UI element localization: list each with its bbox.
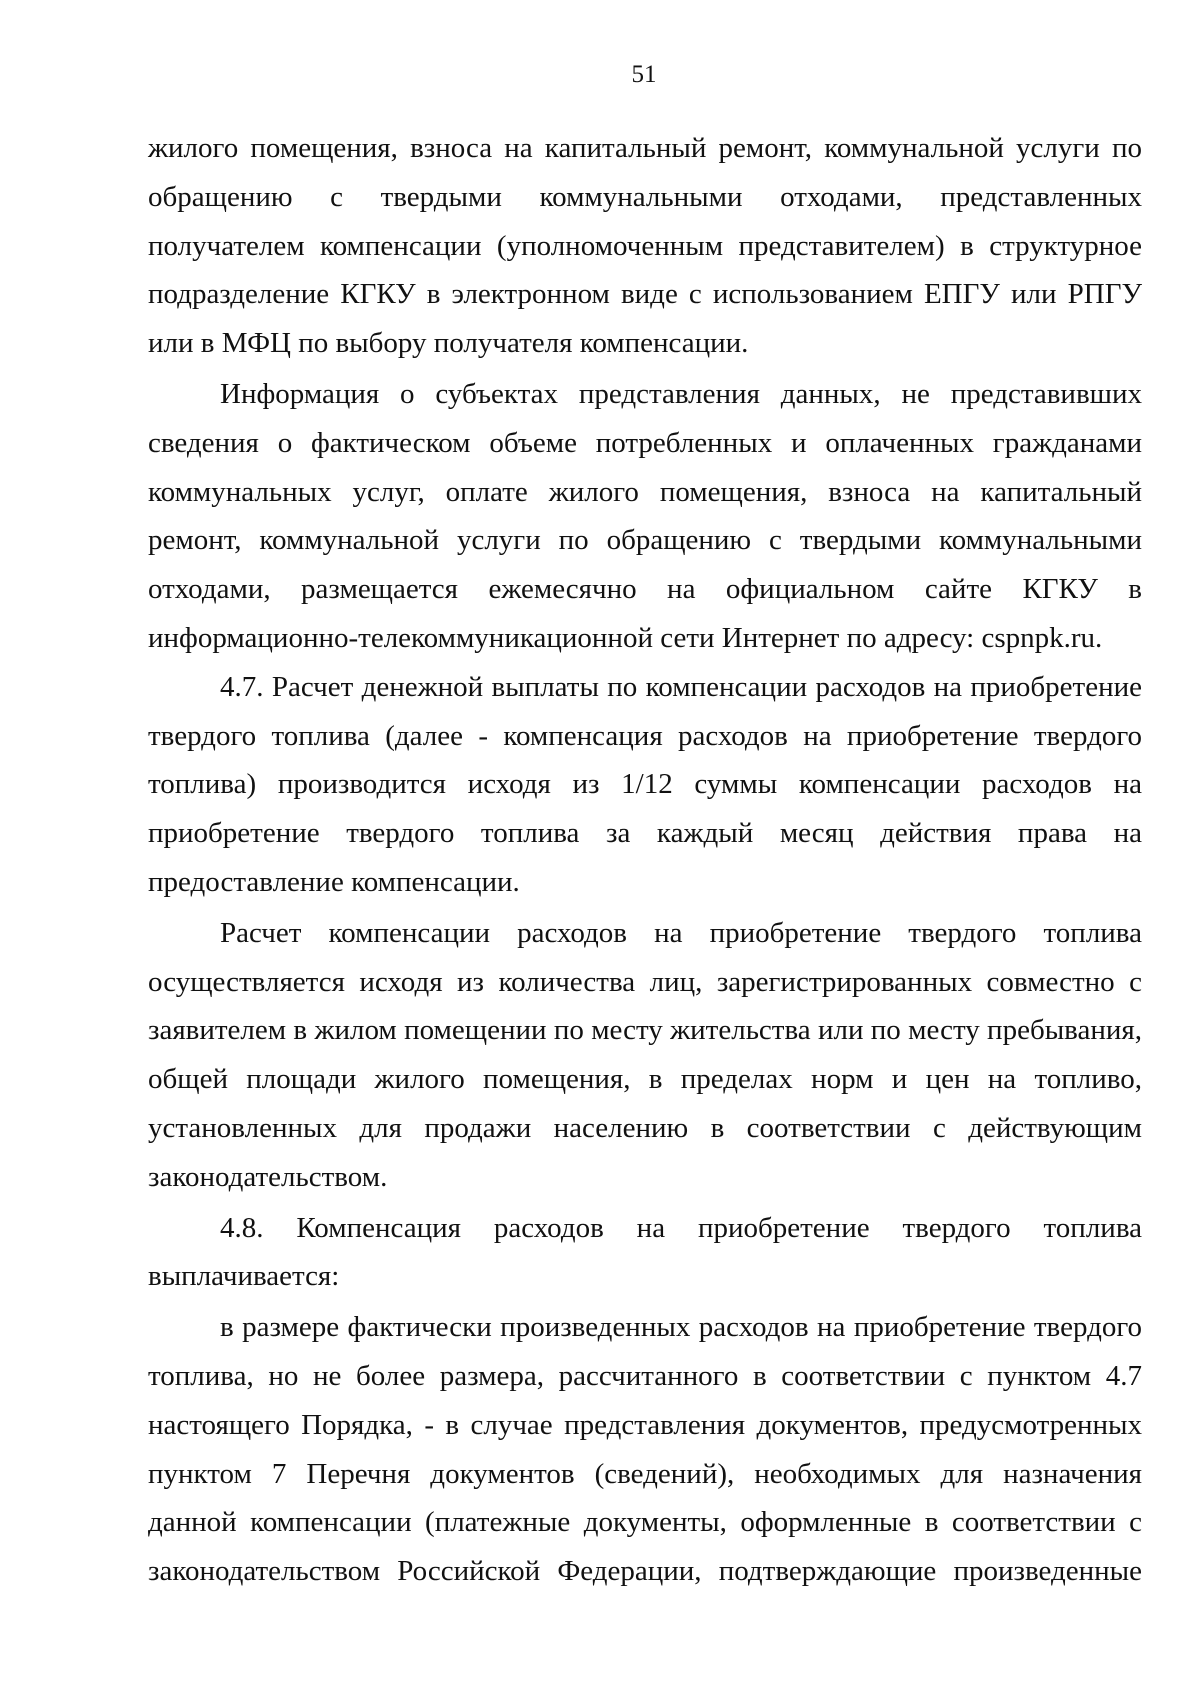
document-body bbox=[148, 124, 1142, 1596]
paragraph-fuel-calculation: Расчет компенсации расходов на приобретение твердого топлива осуществляется исходя из количества лиц, зарегистрированных совместно с заявителем в жилом помещении по месту жительства или по месту пребывания, общей площади жилого помещения, в пределах норм и цен на топливо, установленных для продажи населению в соответствии с действующим законодательством. bbox=[148, 916, 1142, 1193]
paragraph-information-publication: Информация о субъектах представления данных, не представивших сведения о фактическом объеме потребленных и оплаченных гражданами коммунальных услуг, оплате жилого помещения, взноса на капитальный ремонт, коммунальной услуги по обращению с твердыми коммунальными отходами, размещается ежемесячно на официальном сайте КГКУ в информационно-телекоммуникационной сети Интернет по адресу: cspnpk.ru. bbox=[148, 377, 1142, 654]
paragraph-actual-expenses: в размере фактически произведенных расходов на приобретение твердого топлива, но не более размера, рассчитанного в соответствии с пунктом 4.7 настоящего Порядка, - в случае представления документов, предусмотренных пунктом 7 Перечня документов (сведений), необходимых для назначения данной компенсации (платежные документы, оформленные в соответствии с законодательством Российской Федерации, подтверждающие произведенные bbox=[148, 1311, 1142, 1588]
page-number: 51 bbox=[631, 61, 657, 88]
paragraph-clause-4-7: 4.7. Расчет денежной выплаты по компенсации расходов на приобретение твердого топлива (далее - компенсация расходов на приобретение твердого топлива) производится исходя из 1/12 суммы компенсации расходов на приобретение твердого топлива за каждый месяц действия права на предоставление компенсации. bbox=[148, 670, 1142, 898]
paragraph-continuation: жилого помещения, взноса на капитальный ремонт, коммунальной услуги по обращению с твердыми коммунальными отходами, представленных получателем компенсации (уполномоченным представителем) в структурное подразделение КГКУ в электронном виде с использованием ЕПГУ или РПГУ или в МФЦ по выбору получателя компенсации. bbox=[148, 132, 1142, 360]
paragraph-clause-4-8: 4.8. Компенсация расходов на приобретение твердого топлива выплачивается: bbox=[148, 1211, 1142, 1293]
